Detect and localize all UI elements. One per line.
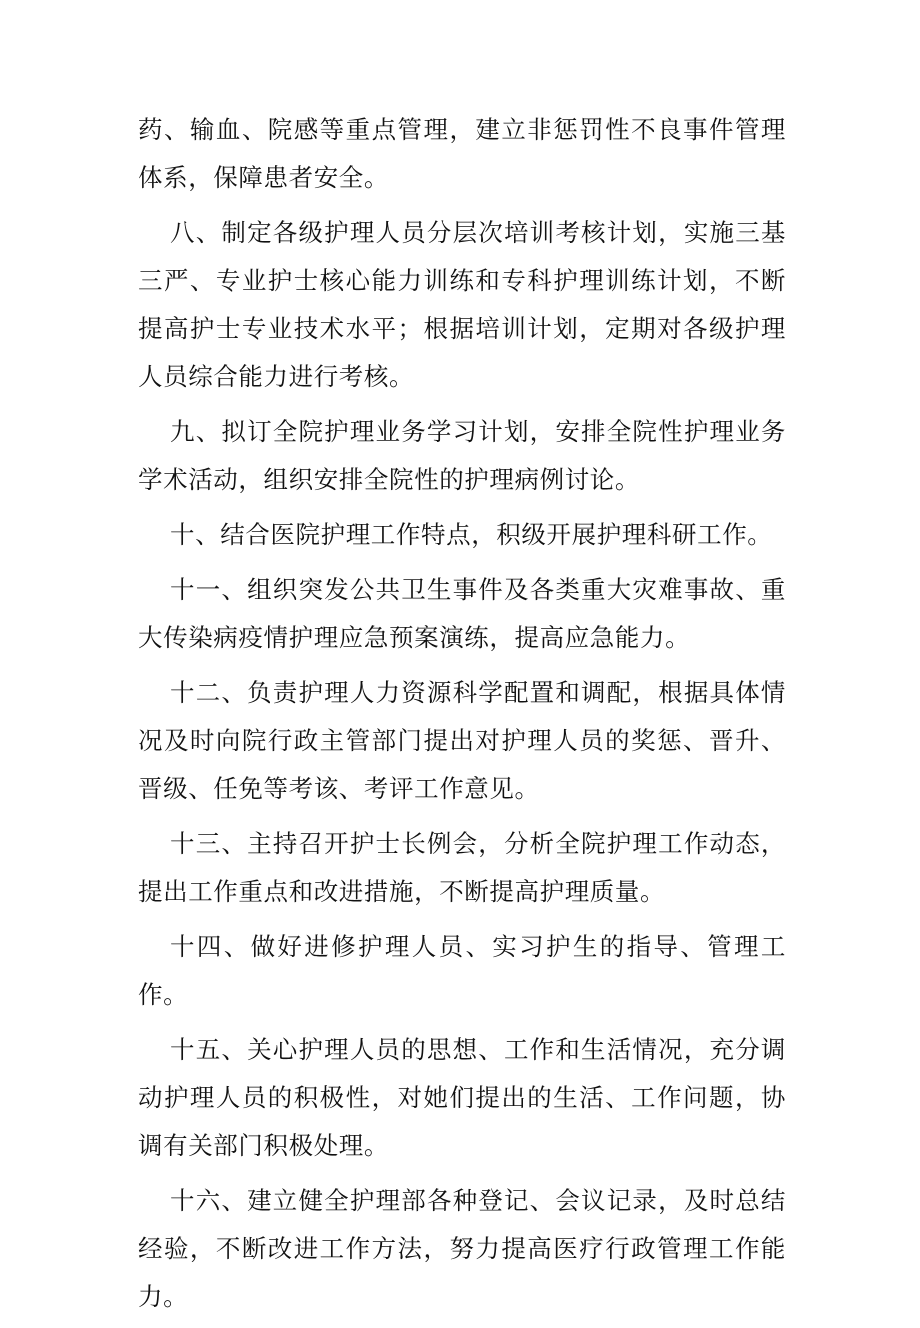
document-body: [138, 106, 786, 1328]
paragraph-item-15: 十五、关心护理人员的思想、工作和生活情况，充分调动护理人员的积极性，对她们提出的生活、工作问题，协调有关部门积极处理。: [138, 1035, 786, 1160]
paragraph-item-12: 十二、负责护理人力资源科学配置和调配，根据具体情况及时向院行政主管部门提出对护理人员的奖惩、晋升、晋级、任免等考该、考评工作意见。: [138, 678, 786, 803]
paragraph-item-13: 十三、主持召开护士长例会，分析全院护理工作动态，提出工作重点和改进措施，不断提高护理质量。: [138, 829, 786, 906]
paragraph-item-16: 十六、建立健全护理部各种登记、会议记录，及时总结经验，不断改进工作方法，努力提高医疗行政管理工作能力。: [138, 1186, 786, 1311]
paragraph-item-9: 九、拟订全院护理业务学习计划，安排全院性护理业务学术活动，组织安排全院性的护理病例讨论。: [138, 417, 786, 494]
paragraph-item-11: 十一、组织突发公共卫生事件及各类重大灾难事故、重大传染病疫情护理应急预案演练，提高应急能力。: [138, 575, 786, 652]
paragraph-item-10: 十、结合医院护理工作特点，积级开展护理科研工作。: [170, 520, 773, 549]
paragraph-continuation: 药、输血、院感等重点管理，建立非惩罚性不良事件管理体系，保障患者安全。: [138, 115, 786, 192]
paragraph-item-8: 八、制定各级护理人员分层次培训考核计划，实施三基三严、专业护士核心能力训练和专科护理训练计划，不断提高护士专业技术水平；根据培训计划，定期对各级护理人员综合能力进行考核。: [138, 218, 786, 391]
paragraph-item-14: 十四、做好进修护理人员、实习护生的指导、管理工作。: [138, 932, 786, 1009]
